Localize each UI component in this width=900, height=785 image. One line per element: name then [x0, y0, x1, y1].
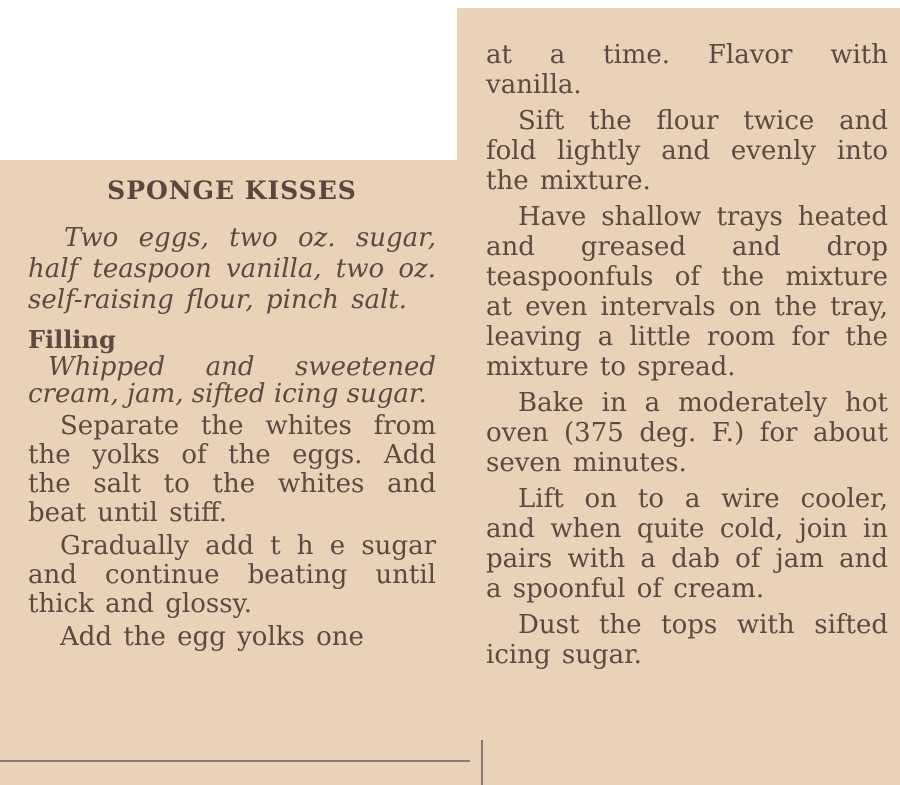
method-step: Lift on to a wire cooler, and when quite cold, join in pairs with a dab of jam and a spoonful of cream.	[486, 484, 888, 604]
method-step: Dust the tops with sifted icing sugar.	[486, 610, 888, 670]
method-step: Gradually add t h e sugar and continue beating until thick and glossy.	[28, 531, 436, 619]
method-step: Bake in a moderately hot oven (375 deg. F.) for about seven minutes.	[486, 388, 888, 478]
method-step: Sift the flour twice and fold lightly and evenly into the mixture.	[486, 106, 888, 196]
column-rule-vertical	[481, 740, 483, 785]
method-step: Have shallow trays heated and greased and drop teaspoonfuls of the mixture at even intervals on the tray, leaving a little room for the mixture to spread.	[486, 202, 888, 382]
recipe-column-left	[28, 176, 436, 656]
filling-heading: Filling	[28, 325, 116, 354]
method-step-continued: at a time. Flavor with vanilla.	[486, 40, 888, 100]
newspaper-clipping-left	[0, 160, 470, 785]
method-step: Add the egg yolks one	[60, 622, 364, 652]
ingredients-list: Two eggs, two oz. sugar, half teaspoon vanilla, two oz. self-raising flour, pinch salt.	[28, 223, 436, 315]
filling-items: Whipped and sweetened cream, jam, sifted icing sugar.	[28, 352, 436, 409]
column-rule-bottom	[0, 760, 470, 762]
recipe-title: SPONGE KISSES	[107, 176, 357, 205]
recipe-column-right	[486, 40, 888, 676]
newspaper-clipping-right	[457, 8, 900, 785]
method-step: Separate the whites from the yolks of the eggs. Add the salt to the whites and beat until stiff.	[28, 411, 436, 528]
